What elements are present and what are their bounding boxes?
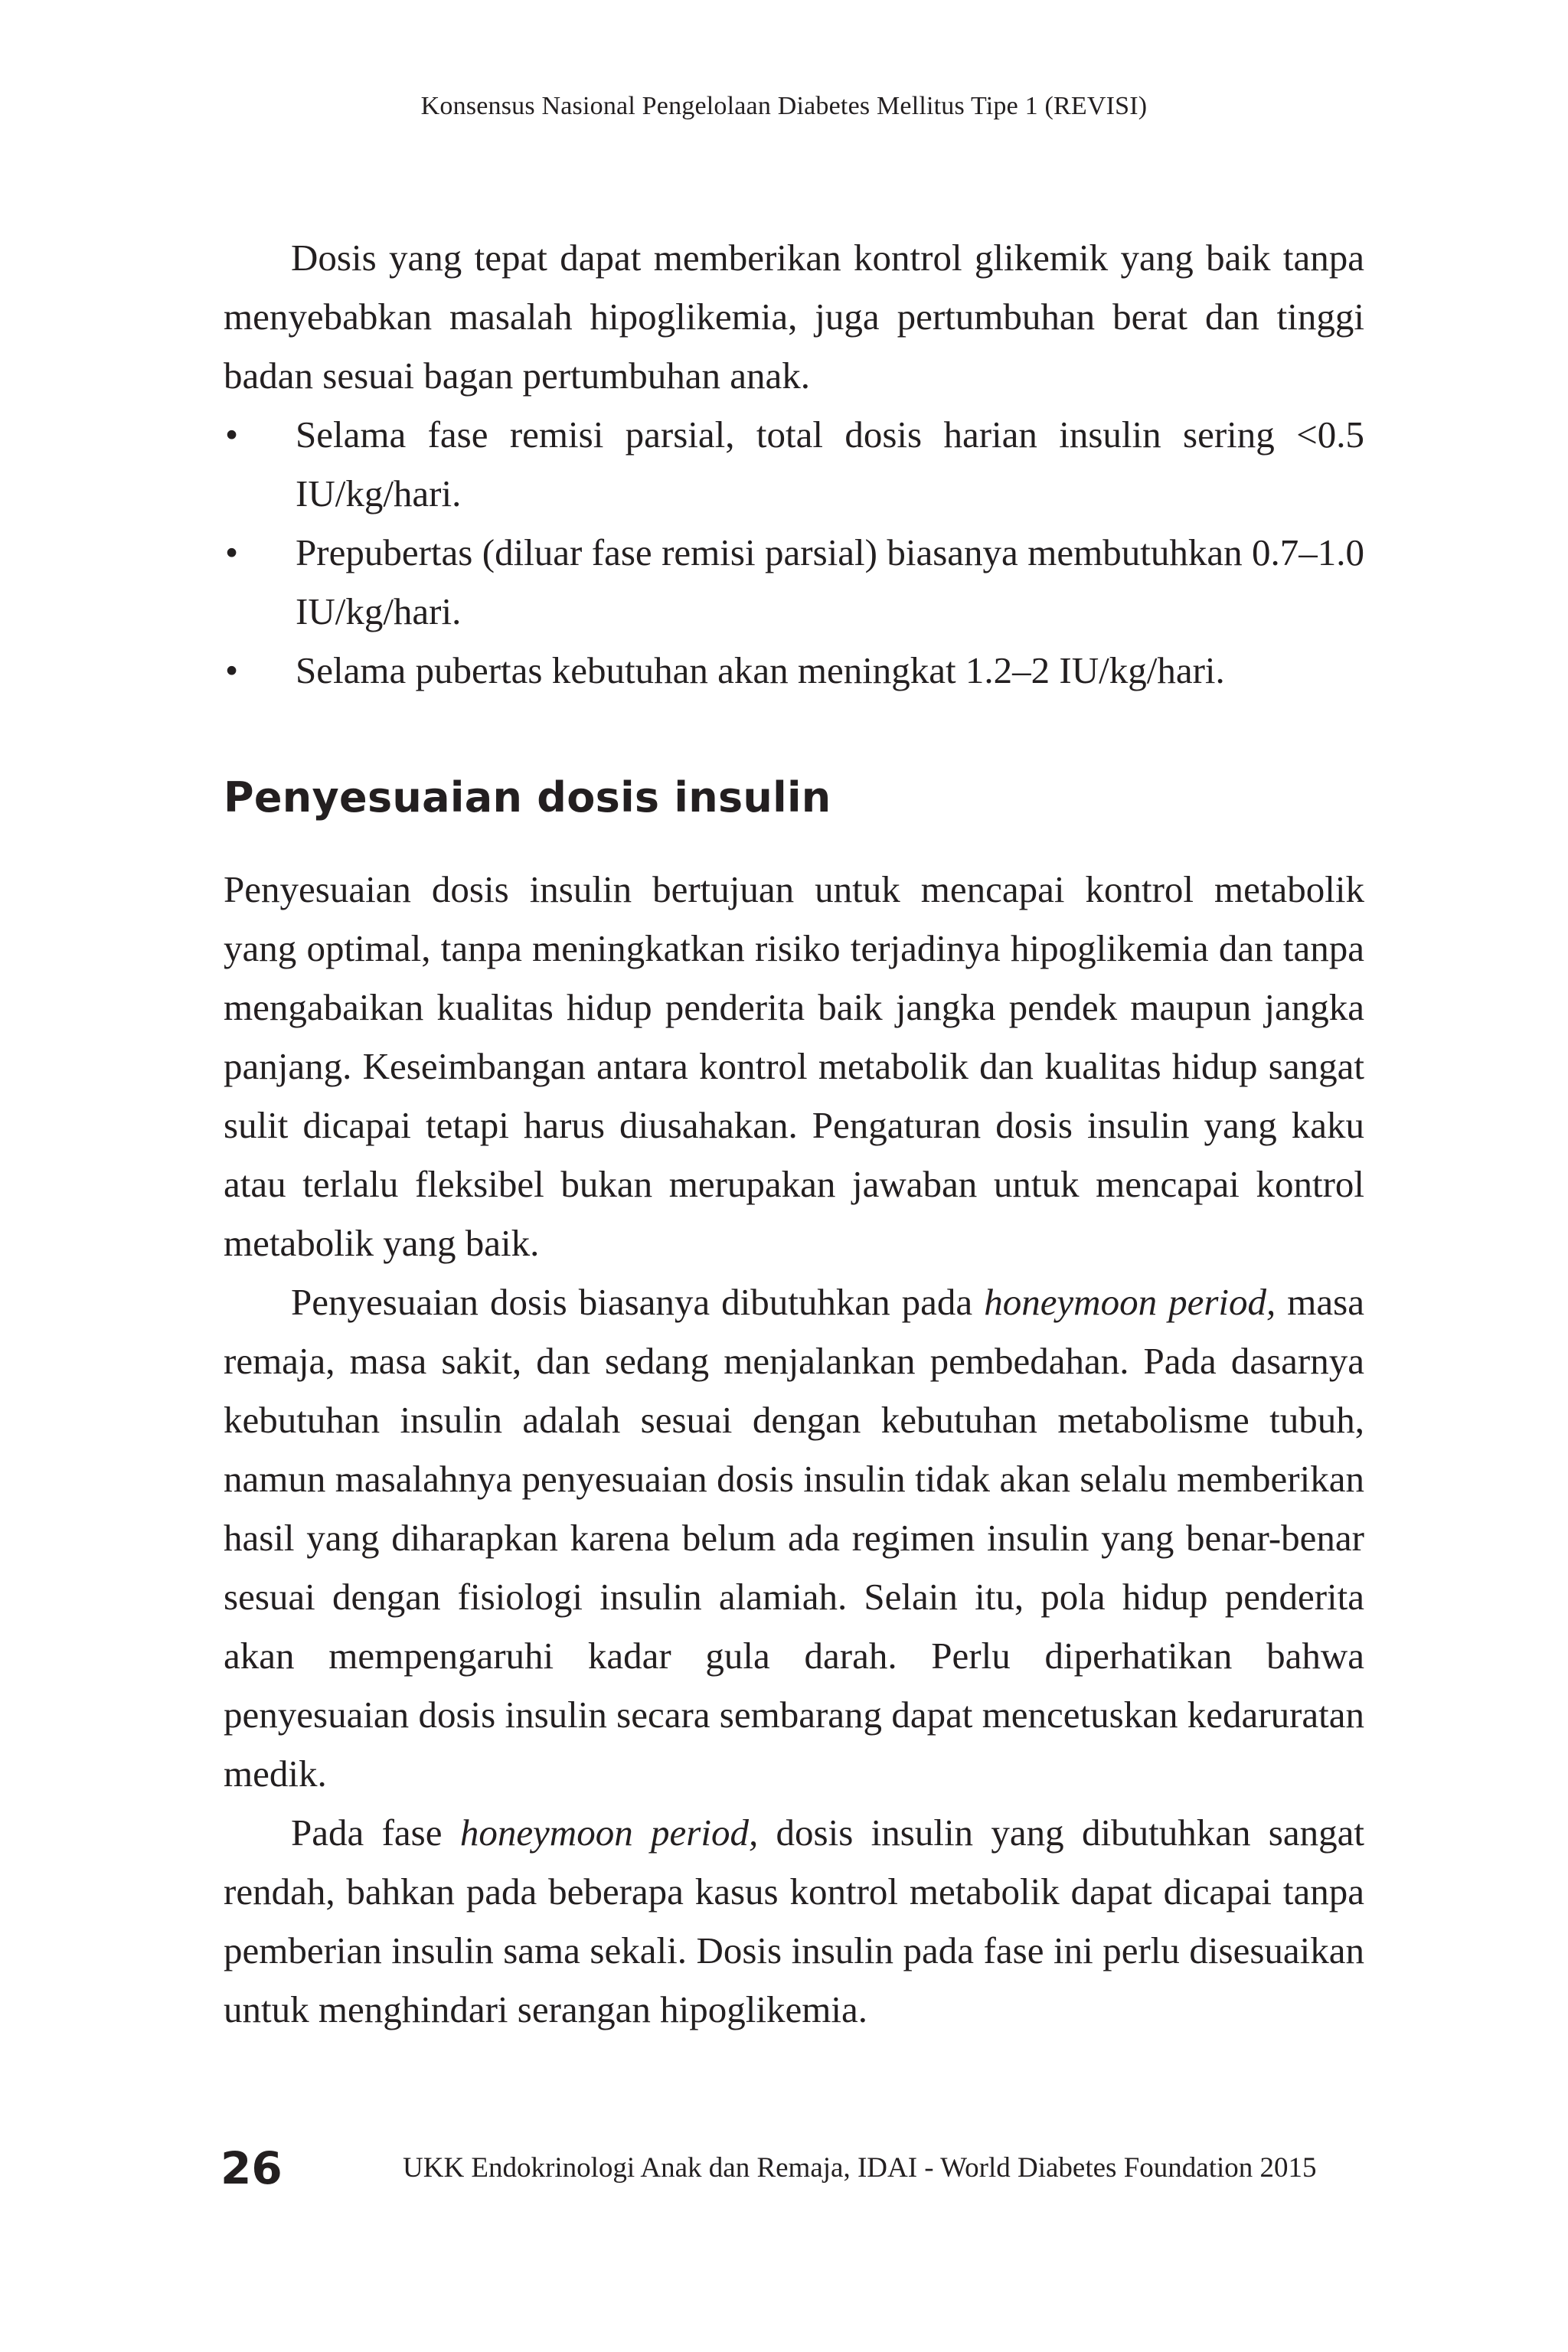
list-item [224,523,1364,641]
paragraph-3-lead: Pada fase [291,1811,460,1854]
bullet-text: Prepubertas (diluar fase remisi parsial) biasanya membutuhkan 0.7–1.0 IU/kg/hari. [296,531,1364,632]
list-item [224,641,1364,700]
page-number: 26 [220,2142,283,2194]
bullet-icon: • [225,413,239,456]
section-paragraph-1: Penyesuaian dosis insulin bertujuan untuk mencapai kontrol metabolik yang optimal, tanpa meningkatkan risiko terjadinya hipoglikemia dan tanpa mengabaikan kualitas hidup penderita baik jangka pendek maupun jangka panjang. Keseimbangan antara kontrol metabolik dan kualitas hidup sangat sulit dicapai tetapi harus diusahakan. Pengaturan dosis insulin yang kaku atau terlalu fleksibel bukan merupakan jawaban untuk mencapai kontrol metabolik yang baik. [224,868,1364,1264]
intro-paragraph: Dosis yang tepat dapat memberikan kontrol glikemik yang baik tanpa menyebabkan masalah hipoglikemia, juga pertumbuhan berat dan tinggi badan sesuai bagan pertumbuhan anak. [224,237,1364,397]
running-header: Konsensus Nasional Pengelolaan Diabetes Mellitus Tipe 1 (REVISI) [420,92,1148,120]
section-paragraph-2 [224,1272,1364,1803]
bullet-text: Selama pubertas kebutuhan akan meningkat 1.2–2 IU/kg/hari. [296,649,1225,691]
paragraph-2-rest: masa remaja, masa sakit, dan sedang menjalankan pembedahan. Pada dasarnya kebutuhan insulin adalah sesuai dengan kebutuhan metabolisme tubuh, namun masalahnya penyesuaian dosis insulin tidak akan selalu memberikan hasil yang diharapkan karena belum ada regimen insulin yang benar-benar sesuai dengan fisiologi insulin alamiah. Selain itu, pola hidup penderita akan mempengaruhi kadar gula darah. Perlu diperhatikan bahwa penyesuaian dosis insulin secara sembarang dapat mencetuskan kedaruratan medik. [224,1281,1364,1795]
page-footer [0,2138,1568,2199]
paragraph-3-rest: dosis insulin yang dibutuhkan sangat rendah, bahkan pada beberapa kasus kontrol metabolik dapat dicapai tanpa pemberian insulin sama sekali. Dosis insulin pada fase ini perlu disesuaikan untuk menghindari serangan hipoglikemia. [224,1811,1364,2030]
dose-bullet-list [224,405,1364,700]
section-heading: Penyesuaian dosis insulin [224,773,831,822]
section-paragraph-3 [224,1803,1364,2039]
paragraph-2-italic-term: honeymoon period, [984,1281,1276,1323]
paragraph-3-italic-term: honeymoon period, [459,1811,759,1854]
section-body [224,860,1364,2039]
bullet-icon: • [225,649,239,691]
list-item [224,405,1364,523]
bullet-text: Selama fase remisi parsial, total dosis harian insulin sering <0.5 IU/kg/hari. [296,413,1364,514]
bullet-icon: • [225,531,239,573]
intro-block [224,228,1364,700]
paragraph-2-lead: Penyesuaian dosis biasanya dibutuhkan pada [291,1281,985,1323]
footer-publisher: UKK Endokrinologi Anak dan Remaja, IDAI - World Diabetes Foundation 2015 [403,2152,1317,2184]
